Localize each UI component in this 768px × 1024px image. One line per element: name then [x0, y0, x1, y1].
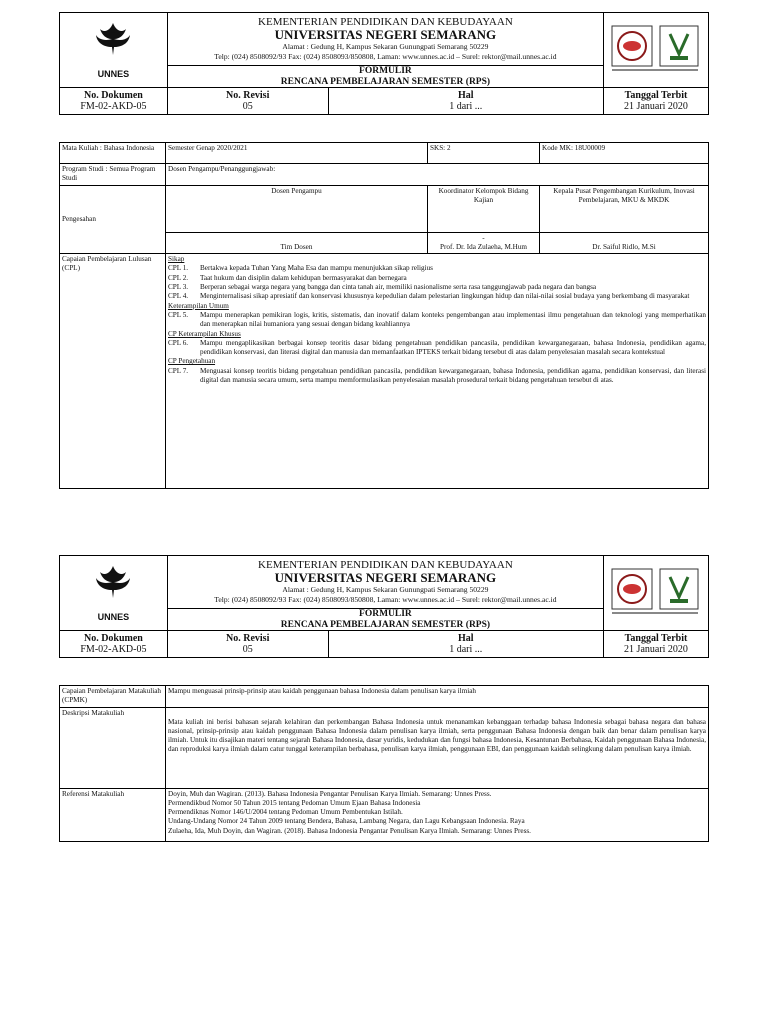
cpl-label: Capaian Pembelajaran Lulusan (CPL) [60, 254, 166, 489]
cpl-code: CPL 4. [168, 292, 189, 301]
doc-number-cell [60, 88, 168, 115]
approval-label: Pengesahan [60, 185, 166, 254]
cpl-item [168, 311, 706, 330]
signature-dash: - [482, 233, 485, 242]
cpl-text: Berperan sebagai warga negara yang bangga dan cinta tanah air, memiliki nasionalisme serta rasa tanggungjawab pada negara dan bangsa [200, 283, 597, 292]
doc-number-cell [60, 631, 168, 658]
description-text: Mata kuliah ini berisi bahasan sejarah kelahiran dan perkembangan Bahasa Indonesia untuk menanamkan kebanggaan terhadap bahasa Indonesia sebagai bahasa negara dan bahasa nasional, prinsip-prinsip atau kaidah penggunaan Bahasa Indonesia dalam penulisan karya ilmiah, serta penggunaan Bahasa Indonesia dengan baik dan benar dalam penulisan karya ilmiah. Untuk itu disajikan materi tentang sejarah Bahasa Indonesia, dasar yuridis, kedudukan dan fungsi bahasa Indonesia, Kesantunan Berbahasa, Kaidah penggunaan Bahasa Indonesia, dan reproduksi karya ilmiah dalam catur tunggal keterampilan berbahasa, penulisan karya ilmiah, penggunaan EBI, dan penggunaan kaidah selingkung dalam penulisan karya ilmiah. [166, 707, 709, 788]
head-heading: Kepala Pusat Pengembangan Kurikulum, Inovasi Pembelajaran, MKU & MKDK [540, 185, 709, 232]
university-name: UNIVERSITAS NEGERI SEMARANG [274, 569, 497, 585]
university-name: UNIVERSITAS NEGERI SEMARANG [274, 26, 497, 42]
references-list [166, 788, 709, 841]
issue-date-label: Tanggal Terbit [624, 633, 688, 644]
cpl-text: Mampu menerapkan pemikiran logis, kritis, sistematis, dan inovatif dalam konteks pengembangan atau implementasi ilmu pengetahuan dan teknologi yang memperhatikan dan menerapkan nilai humaniora yang sesuai dengan bidang keahliannya [200, 310, 706, 329]
document-header [59, 12, 709, 115]
cpmk-text: Mampu menguasai prinsip-prinsip atau kaidah penggunaan bahasa Indonesia dalam penulisan karya ilmiah [166, 686, 709, 708]
contact: Telp: (024) 8508092/93 Fax: (024) 8508093/850808, Laman: www.unnes.ac.id – Surel: rektor@mail.unnes.ac.id [214, 51, 557, 61]
sikap-heading: Sikap [168, 255, 185, 264]
study-program: Program Studi : Semua Program Studi [60, 164, 166, 186]
cpl-code: CPL 2. [168, 273, 189, 282]
head-name: Dr. Saiful Ridlo, M.Si [540, 232, 709, 254]
certification-logos [603, 13, 708, 88]
cpl-text: Menguasai konsep teoritis bidang pengetahuan pendidikan pancasila, pendidikan kewarganegaraan, bahasa Indonesia, pendidikan agama, pendidikan konservasi, dan literasi digital dan manusia secara umum, serta mampu memformulasikan penyelesaian masalah prosedural terkait bidang pengetahuan tersebut di atas. [200, 366, 706, 385]
cpl-text: Taat hukum dan disiplin dalam kehidupan bermasyarakat dan bernegara [200, 273, 407, 282]
form-label: FORMULIR [359, 609, 412, 619]
issue-date-cell [603, 88, 708, 115]
knowledge-heading: CP Pengetahuan [168, 357, 216, 366]
cpl-code: CPL 5. [168, 310, 189, 319]
reference-item: Undang-Undang Nomor 24 Tahun 2009 tentang Bendera, Bahasa, Lambang Negara, dan Lagu Kebangsaan Indonesia. Raya [168, 817, 525, 826]
course-name: Mata Kuliah : Bahasa Indonesia [60, 143, 166, 164]
revision-cell [167, 88, 328, 115]
reference-item: Permendikbud Nomor 50 Tahun 2015 tentang Pedoman Umum Ejaan Bahasa Indonesia [168, 798, 421, 807]
cpl-text: Bertakwa kepada Tuhan Yang Maha Esa dan mampu menunjukkan sikap religius [200, 264, 433, 273]
revision-label: No. Revisi [226, 633, 270, 644]
cpl-text: Mampu mengaplikasikan berbagai konsep teoritis dasar bidang pengetahuan pendidikan pancasila, pendidikan kewarganegaraan, bahasa Indonesia, pendidikan agama, pendidikan konservasi, dan literasi digital dan manusia dan memanfaatkan IPTEKS terkait bidang tersebut di atas dalam penyelesaian masalah secara kontekstual [200, 338, 706, 357]
doc-number-label: No. Dokumen [83, 90, 143, 101]
course-info-table [59, 142, 709, 489]
sks: SKS: 2 [428, 143, 540, 164]
address: Alamat : Gedung H, Kampus Sekaran Gunungpati Semarang 50229 [282, 41, 489, 51]
logo-text: UNNES [97, 69, 130, 79]
lecturer-team: Tim Dosen [166, 232, 428, 254]
certificate-icon [608, 563, 704, 619]
unnes-logo [60, 13, 168, 88]
course-code: Kode MK: 18U00009 [540, 143, 709, 164]
issue-date-cell [603, 631, 708, 658]
issue-date-label: Tanggal Terbit [624, 90, 688, 101]
issue-date: 21 Januari 2020 [624, 644, 688, 655]
page-number: 1 dari ... [449, 101, 483, 112]
cpl-item [168, 339, 706, 358]
ministry-name: KEMENTERIAN PENDIDIKAN DAN KEBUDAYAAN [258, 15, 513, 28]
form-title-block [167, 609, 603, 631]
institution-block [167, 556, 603, 609]
cpl-code: CPL 7. [168, 366, 189, 375]
page-cell [328, 631, 603, 658]
reference-item: Permendiknas Nomor 146/U/2004 tentang Pedoman Umum Pembentukan Istilah. [168, 808, 403, 817]
logo-text: UNNES [97, 612, 130, 622]
document-header-page2 [59, 555, 709, 658]
coordinator-signature [428, 232, 540, 254]
course-detail-table [59, 685, 709, 842]
address: Alamat : Gedung H, Kampus Sekaran Gunungpati Semarang 50229 [282, 584, 489, 594]
cpl-item [168, 292, 706, 301]
certificate-icon [608, 20, 704, 76]
revision-number: 05 [242, 101, 253, 112]
references-label: Referensi Matakuliah [60, 788, 166, 841]
special-skills-heading: CP Keterampilan Khusus [168, 329, 241, 338]
contact: Telp: (024) 8508092/93 Fax: (024) 8508093/850808, Laman: www.unnes.ac.id – Surel: rektor@mail.unnes.ac.id [214, 594, 557, 604]
semester: Semester Genap 2020/2021 [166, 143, 428, 164]
page-number: 1 dari ... [449, 644, 483, 655]
reference-item: Zulaeha, Ida, Muh Doyin, dan Wagiran. (2018). Bahasa Indonesia Pengantar Penulisan Karya Ilmiah. Semarang: Unnes Press. [168, 826, 531, 835]
cpl-item [168, 283, 706, 292]
cpl-text: Menginternalisasi sikap apresiatif dan konservasi khususnya kepedulian dalam pelestarian lingkungan hidup dan nilai-nilai sosial budaya yang berkembang di masyarakat [200, 292, 690, 301]
unnes-logo [60, 556, 168, 631]
revision-cell [167, 631, 328, 658]
cpl-code: CPL 3. [168, 283, 189, 292]
lecturer-heading: Dosen Pengampu [166, 185, 428, 232]
lecturer-responsible: Dosen Pengampu/Penanggungjawab: [166, 164, 709, 186]
cpl-item [168, 367, 706, 386]
page-label: Hal [457, 90, 474, 101]
cpmk-label: Capaian Pembelajaran Matakuliah (CPMK) [60, 686, 166, 708]
form-label: FORMULIR [359, 66, 412, 76]
revision-label: No. Revisi [226, 90, 270, 101]
cpl-code: CPL 6. [168, 338, 189, 347]
reference-item: Doyin, Muh dan Wagiran. (2013). Bahasa Indonesia Pengantar Penulisan Karya Ilmiah. Semarang: Unnes Press. [168, 789, 492, 798]
coordinator-heading: Koordinator Kelompok Bidang Kajian [428, 185, 540, 232]
certification-logos [603, 556, 708, 631]
form-title: RENCANA PEMBELAJARAN SEMESTER (RPS) [280, 619, 491, 630]
coordinator-name: Prof. Dr. Ida Zulaeha, M.Hum [439, 242, 528, 251]
doc-number: FM-02-AKD-05 [80, 101, 147, 112]
page-label: Hal [457, 633, 474, 644]
unnes-emblem-icon [90, 21, 136, 65]
general-skills-heading: Keterampilan Umum [168, 301, 229, 310]
cpl-item [168, 264, 706, 273]
doc-number: FM-02-AKD-05 [80, 644, 147, 655]
form-title: RENCANA PEMBELAJARAN SEMESTER (RPS) [280, 76, 491, 87]
cpl-item [168, 274, 706, 283]
doc-number-label: No. Dokumen [83, 633, 143, 644]
page-cell [328, 88, 603, 115]
ministry-name: KEMENTERIAN PENDIDIKAN DAN KEBUDAYAAN [258, 558, 513, 571]
form-title-block [167, 66, 603, 88]
cpl-content [166, 254, 709, 489]
unnes-emblem-icon [90, 564, 136, 608]
issue-date: 21 Januari 2020 [624, 101, 688, 112]
revision-number: 05 [242, 644, 253, 655]
description-label: Deskripsi Matakuliah [60, 707, 166, 788]
cpl-code: CPL 1. [168, 264, 189, 273]
institution-block [167, 13, 603, 66]
